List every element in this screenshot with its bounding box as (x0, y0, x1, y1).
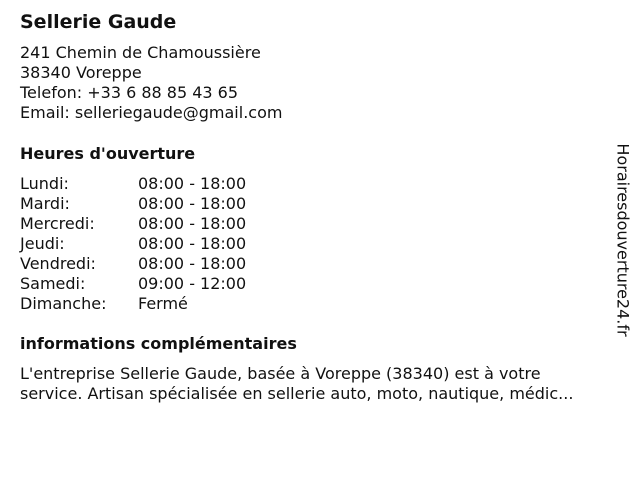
description-line-2: service. Artisan spécialisée en sellerie auto, moto, nautique, médic... (20, 384, 574, 403)
hours-row-wednesday (20, 214, 610, 234)
day-hours: 08:00 - 18:00 (138, 234, 247, 253)
hours-row-sunday (20, 294, 610, 314)
address-street: 241 Chemin de Chamoussière (20, 43, 261, 62)
day-label: Samedi: (20, 274, 86, 293)
hours-title: Heures d'ouverture (20, 144, 196, 163)
phone-number: Telefon: +33 6 88 85 43 65 (20, 83, 239, 102)
day-label: Jeudi: (20, 234, 65, 253)
business-description (20, 364, 620, 404)
day-label: Mardi: (20, 194, 70, 213)
day-label: Vendredi: (20, 254, 96, 273)
day-hours: Fermé (138, 294, 188, 313)
hours-row-thursday (20, 234, 610, 254)
day-hours: 08:00 - 18:00 (138, 174, 247, 193)
hours-row-monday (20, 174, 610, 194)
address-block (20, 43, 610, 123)
day-hours: 08:00 - 18:00 (138, 254, 247, 273)
day-label: Dimanche: (20, 294, 107, 313)
day-hours: 08:00 - 18:00 (138, 194, 247, 213)
day-label: Mercredi: (20, 214, 95, 233)
day-label: Lundi: (20, 174, 69, 193)
day-hours: 09:00 - 12:00 (138, 274, 247, 293)
business-name: Sellerie Gaude (20, 11, 177, 33)
address-city: 38340 Voreppe (20, 63, 142, 82)
description-line-1: L'entreprise Sellerie Gaude, basée à Voreppe (38340) est à votre (20, 364, 541, 383)
site-watermark: Horairesdouverture24.fr (613, 143, 633, 337)
hours-row-saturday (20, 274, 610, 294)
info-title: informations complémentaires (20, 334, 297, 353)
business-card (20, 10, 610, 404)
email-address: Email: selleriegaude@gmail.com (20, 103, 283, 122)
hours-table (20, 174, 610, 314)
hours-row-tuesday (20, 194, 610, 214)
day-hours: 08:00 - 18:00 (138, 214, 247, 233)
hours-row-friday (20, 254, 610, 274)
